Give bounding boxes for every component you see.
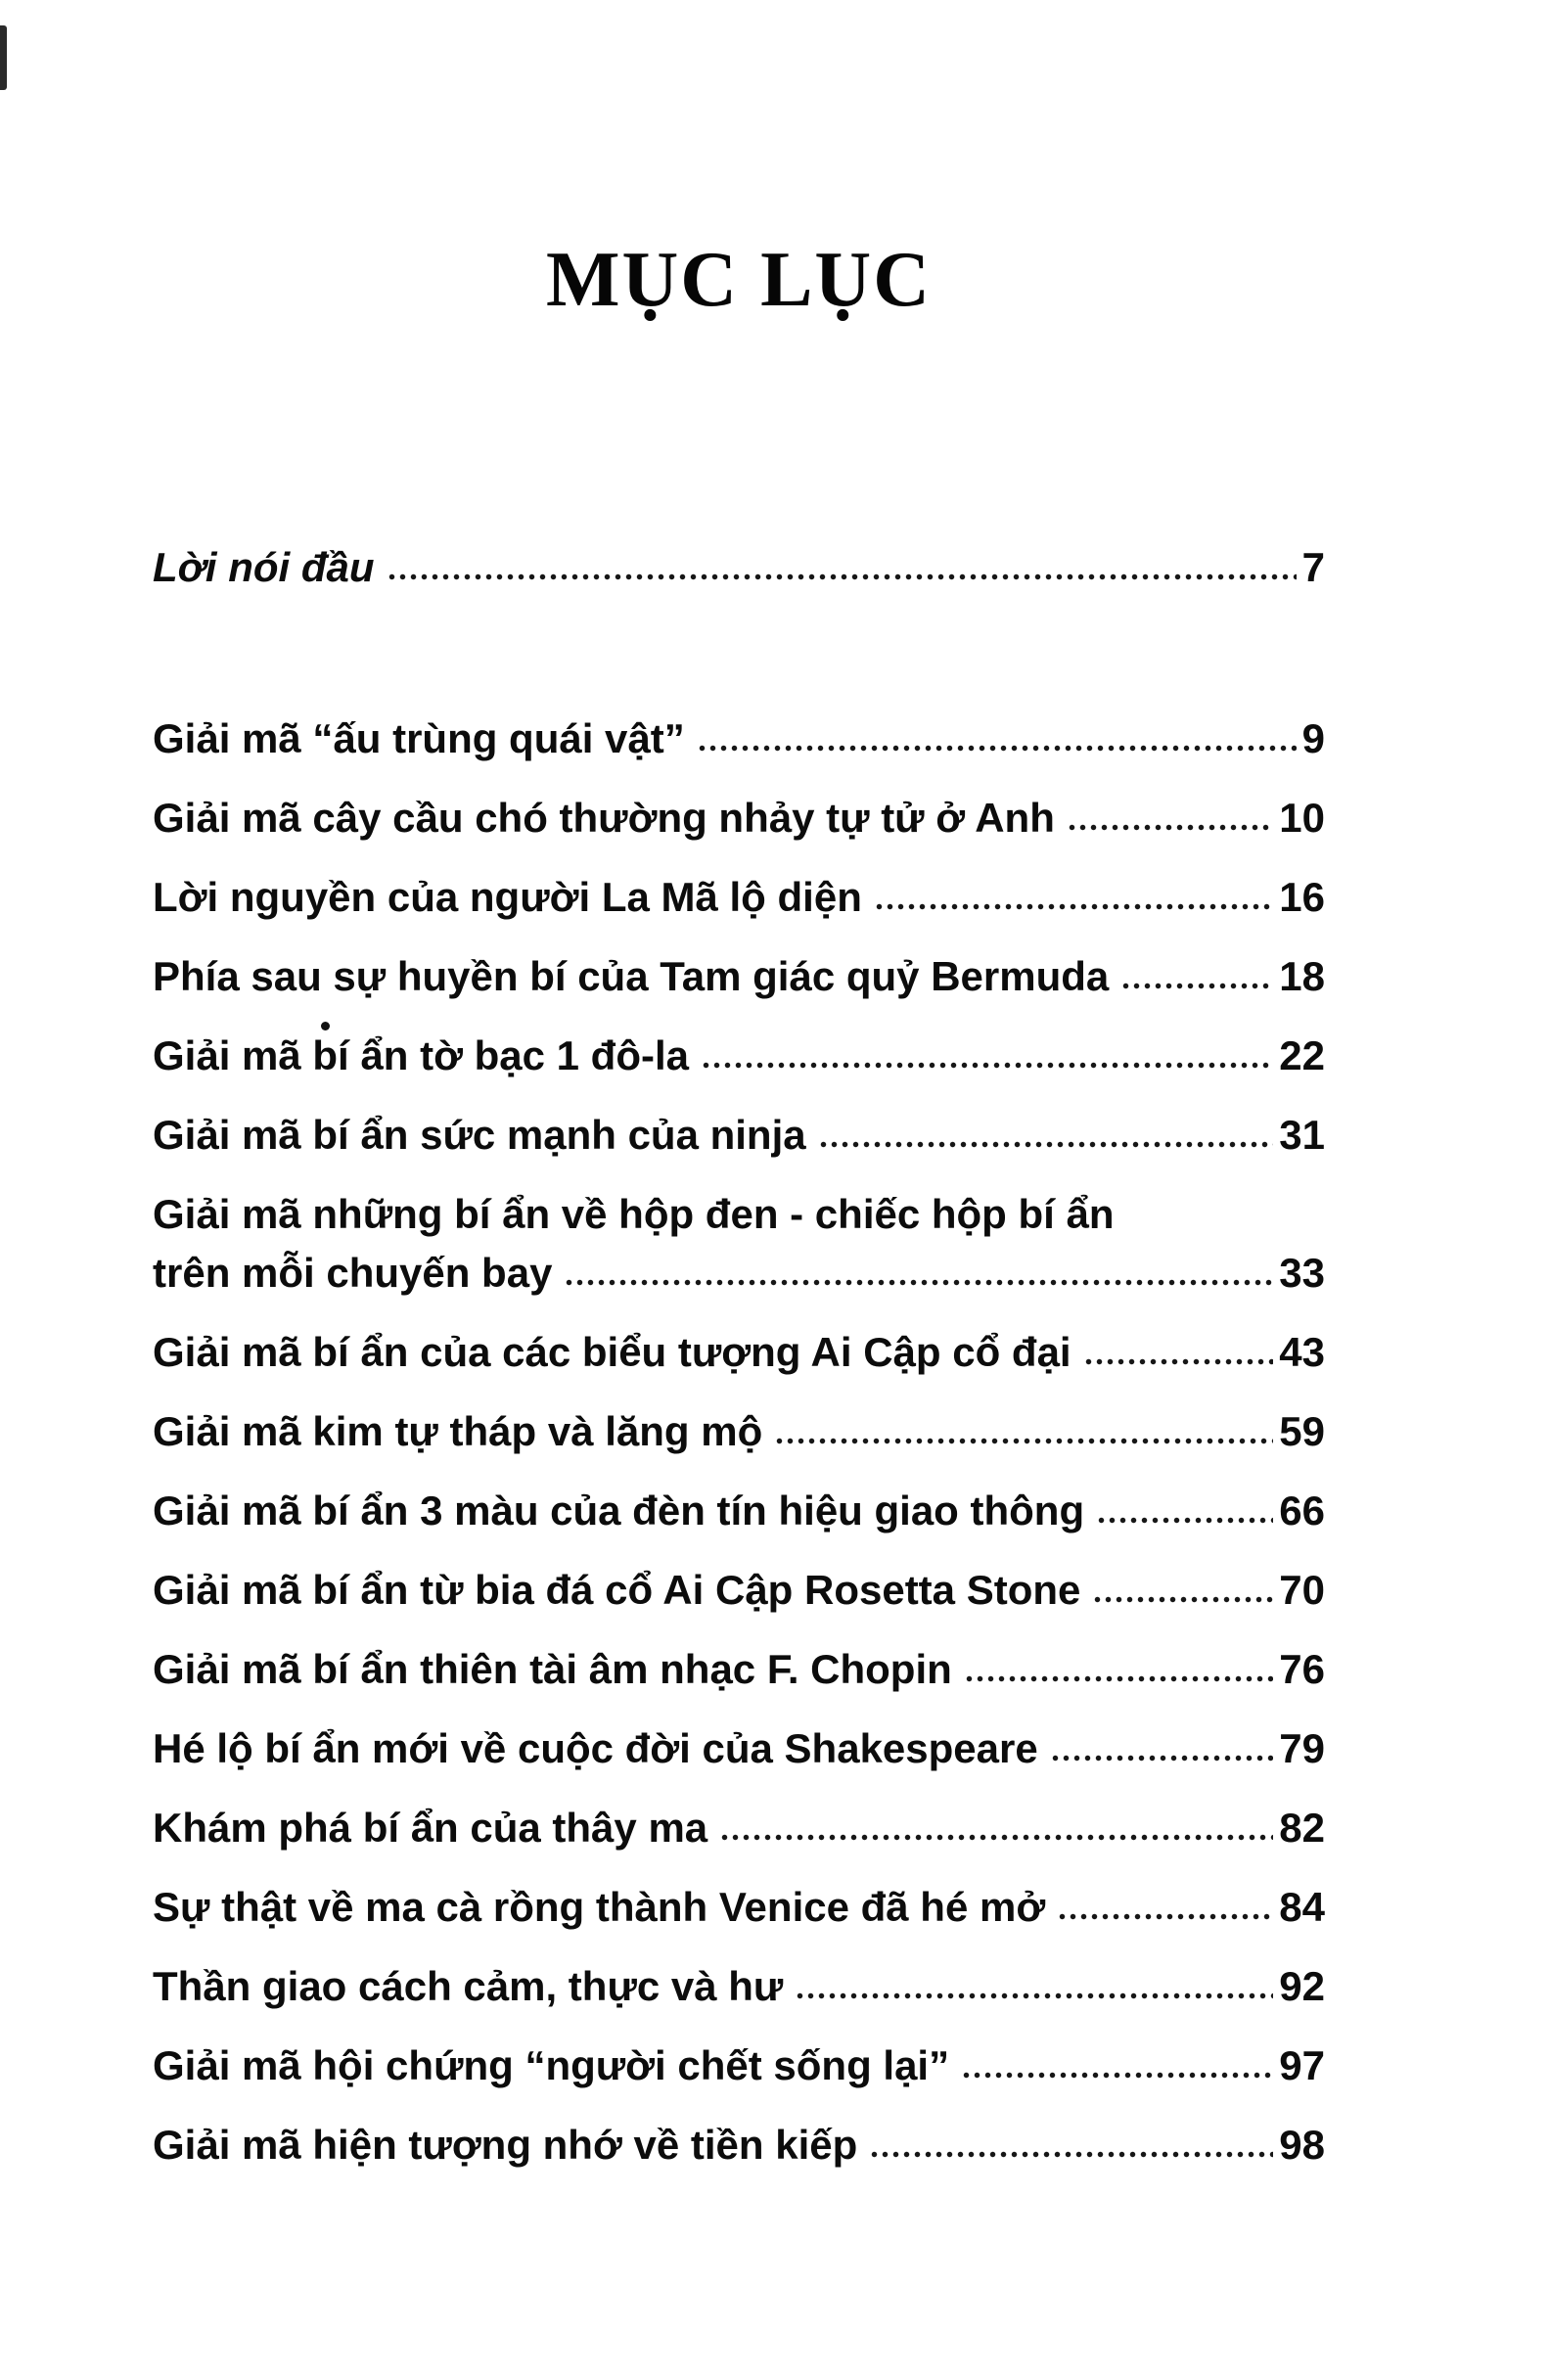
toc-entry-label: Giải mã hiện tượng nhớ về tiền kiếp <box>153 2122 858 2168</box>
page-number: 76 <box>1279 1646 1325 1692</box>
toc-entry <box>153 789 1325 847</box>
toc-entry-label: Giải mã bí ẩn sức mạnh của ninja <box>153 1112 806 1158</box>
toc-entry <box>153 947 1325 1006</box>
page-number: 97 <box>1279 2042 1325 2088</box>
dot-leader <box>774 1437 1273 1445</box>
toc-entry-line <box>153 868 1325 927</box>
toc-entry-line <box>153 1323 1325 1382</box>
toc-entry-line <box>153 1402 1325 1461</box>
page-number: 33 <box>1279 1250 1325 1296</box>
toc-entry-label: Lời nguyền của người La Mã lộ diện <box>153 874 862 920</box>
toc-entry-label: Giải mã kim tự tháp và lăng mộ <box>153 1408 763 1454</box>
dot-leader <box>1092 1595 1273 1604</box>
toc-entry <box>153 1640 1325 1699</box>
toc-entry-label: Giải mã “ấu trùng quái vật” <box>153 715 685 761</box>
scan-edge-artifact <box>0 25 7 90</box>
page-number: 7 <box>1301 544 1325 590</box>
toc-entry-line <box>153 1244 1325 1303</box>
toc-entry-line <box>153 1561 1325 1620</box>
toc-entry-line <box>153 1106 1325 1165</box>
dot-leader <box>818 1140 1274 1149</box>
toc-entry <box>153 1323 1325 1382</box>
toc-entry <box>153 709 1325 768</box>
page-number: 84 <box>1279 1884 1325 1930</box>
toc-entry-line <box>153 1482 1325 1540</box>
toc-entry-line <box>153 947 1325 1006</box>
toc-entry <box>153 1957 1325 2016</box>
toc-entry-line <box>153 709 1325 768</box>
toc-entry-label: Giải mã bí ẩn thiên tài âm nhạc F. Chopin <box>153 1646 952 1692</box>
toc-entry <box>153 1027 1325 1085</box>
page-number: 92 <box>1279 1963 1325 2009</box>
toc-entry-line <box>153 789 1325 847</box>
toc-entry <box>153 2116 1325 2174</box>
toc-entry-line <box>153 1027 1325 1085</box>
dot-leader <box>874 902 1273 911</box>
page-number: 70 <box>1279 1567 1325 1613</box>
dot-leader <box>964 1674 1273 1683</box>
toc-entry-label: Phía sau sự huyền bí của Tam giác quỷ Bermuda <box>153 953 1110 999</box>
page-number: 9 <box>1301 715 1325 761</box>
toc-entry <box>153 1482 1325 1540</box>
toc-preface-label: Lời nói đầu <box>153 544 375 590</box>
toc-entry-line <box>153 1799 1325 1857</box>
dot-leader <box>1050 1754 1274 1762</box>
toc-entry-label: Giải mã hội chứng “người chết sống lại” <box>153 2042 950 2088</box>
dot-leader <box>961 2071 1273 2080</box>
page-number: 18 <box>1279 953 1325 999</box>
dot-leader <box>387 572 1297 581</box>
toc-entry-line <box>153 1957 1325 2016</box>
page-number: 98 <box>1279 2122 1325 2168</box>
dot-leader <box>701 1061 1273 1070</box>
dot-leader <box>1096 1516 1273 1525</box>
toc-entry-label: Giải mã bí ẩn 3 màu của đèn tín hiệu giao thông <box>153 1488 1085 1533</box>
dot-leader <box>795 1991 1273 2000</box>
toc-entry-line <box>153 2037 1325 2095</box>
toc-entry <box>153 1185 1325 1303</box>
toc-entry-label: Sự thật về ma cà rồng thành Venice đã hé mở <box>153 1884 1046 1930</box>
dot-leader <box>1120 982 1273 990</box>
toc-entry-label: Giải mã bí ẩn tờ bạc 1 đô-la <box>153 1032 689 1078</box>
toc-entry <box>153 1106 1325 1165</box>
page-number: 66 <box>1279 1488 1325 1533</box>
table-of-contents <box>153 538 1325 2174</box>
toc-entry-line <box>153 1878 1325 1937</box>
dot-leader <box>1083 1357 1274 1366</box>
page-number: 31 <box>1279 1112 1325 1158</box>
toc-entry <box>153 1402 1325 1461</box>
toc-entry-label: Giải mã cây cầu chó thường nhảy tự tử ở Anh <box>153 795 1055 841</box>
toc-entry <box>153 868 1325 927</box>
page-number: 22 <box>1279 1032 1325 1078</box>
toc-entry-label: Hé lộ bí ẩn mới về cuộc đời của Shakespeare <box>153 1725 1038 1771</box>
toc-preface-row <box>153 538 1325 597</box>
toc-entry-label: trên mỗi chuyến bay <box>153 1250 553 1296</box>
toc-entry <box>153 1878 1325 1937</box>
toc-entry-line <box>153 1185 1325 1244</box>
toc-entry-line <box>153 2116 1325 2174</box>
page-number: 16 <box>1279 874 1325 920</box>
dot-leader <box>1067 823 1273 832</box>
page-number: 59 <box>1279 1408 1325 1454</box>
page-number: 43 <box>1279 1329 1325 1375</box>
page-title: MỤC LỤC <box>546 237 932 323</box>
dot-leader <box>1057 1912 1273 1921</box>
page-number: 82 <box>1279 1805 1325 1851</box>
toc-entry-line <box>153 1640 1325 1699</box>
toc-entry-label: Thần giao cách cảm, thực và hư <box>153 1963 784 2009</box>
dot-leader <box>719 1833 1273 1842</box>
toc-entry <box>153 2037 1325 2095</box>
dot-leader <box>564 1278 1273 1287</box>
page-number: 79 <box>1279 1725 1325 1771</box>
dot-leader <box>869 2150 1273 2159</box>
toc-entry-label: Giải mã bí ẩn của các biểu tượng Ai Cập cổ đại <box>153 1329 1071 1375</box>
toc-entry-line <box>153 1719 1325 1778</box>
toc-entry-label: Khám phá bí ẩn của thây ma <box>153 1805 708 1851</box>
toc-entry <box>153 1799 1325 1857</box>
toc-list <box>153 709 1325 2174</box>
page-content <box>153 0 1325 2195</box>
toc-entry <box>153 1561 1325 1620</box>
toc-entry-label: Giải mã những bí ẩn về hộp đen - chiếc hộp bí ẩn <box>153 1191 1115 1237</box>
dot-leader <box>697 744 1297 753</box>
page-number: 10 <box>1279 795 1325 841</box>
toc-entry <box>153 1719 1325 1778</box>
toc-entry-label: Giải mã bí ẩn từ bia đá cổ Ai Cập Rosetta Stone <box>153 1567 1081 1613</box>
